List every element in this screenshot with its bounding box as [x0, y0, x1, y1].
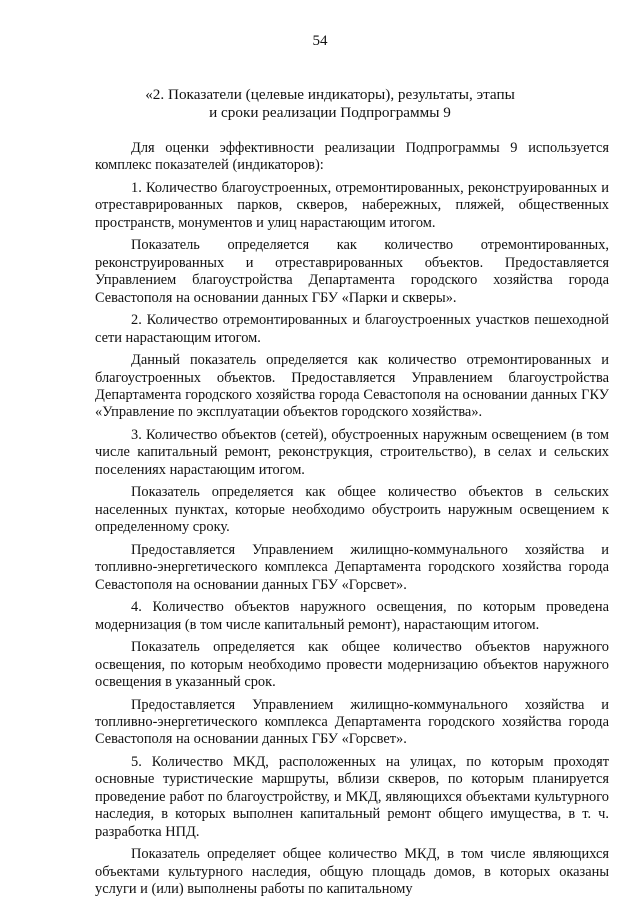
paragraph-indicator-4-description: Показатель определяется как общее количество объектов наружного освещения, по которым необходимо провести модернизацию объектов наружного освещения в указанный срок. [95, 639, 609, 691]
body-text [95, 140, 609, 899]
section-heading-line-2: и сроки реализации Подпрограммы 9 [209, 104, 451, 121]
paragraph-indicator-2: 2. Количество отремонтированных и благоустроенных участков пешеходной сети нарастающим итогом. [95, 312, 609, 346]
paragraph-indicator-5: 5. Количество МКД, расположенных на улицах, по которым проходят основные туристические маршруты, вблизи скверов, по которым планируется проведение работ по благоустройству, и МКД, являющихся объектами культурного наследия, в которых выполнен капитальный ремонт общего имущества, в т. ч. разработка НПД. [95, 754, 609, 840]
paragraph-indicator-4: 4. Количество объектов наружного освещения, по которым проведена модернизация (в том числе капитальный ремонт), нарастающим итогом. [95, 599, 609, 633]
paragraph-indicator-1-description: Показатель определяется как количество отремонтированных, реконструированных и отреставрированных объектов. Предоставляется Управлением благоустройства Департамента городского хозяйства города Севастополя на основании данных ГБУ «Парки и скверы». [95, 237, 609, 306]
section-heading [60, 86, 600, 122]
paragraph-indicator-3: 3. Количество объектов (сетей), обустроенных наружным освещением (в том числе капитальный ремонт, реконструкция, строительство), в селах и сельских поселениях нарастающим итогом. [95, 427, 609, 478]
paragraph-indicator-5-description: Показатель определяет общее количество МКД, в том числе являющихся объектами культурного наследия, общую площадь домов, в которых оказаны услуги и (или) выполнены работы по капитальному [95, 846, 609, 898]
paragraph-indicator-4-source: Предоставляется Управлением жилищно-коммунального хозяйства и топливно-энергетического комплекса Департамента городского хозяйства города Севастополя на основании данных ГБУ «Горсвет». [95, 696, 609, 748]
section-heading-line-1: «2. Показатели (целевые индикаторы), результаты, этапы [145, 86, 515, 103]
paragraph-indicator-3-source: Предоставляется Управлением жилищно-коммунального хозяйства и топливно-энергетического комплекса Департамента городского хозяйства города Севастополя на основании данных ГБУ «Горсвет». [95, 541, 609, 593]
paragraph-indicator-1: 1. Количество благоустроенных, отремонтированных, реконструированных и отреставрированных парков, скверов, набережных, пляжей, общественных пространств, монументов и улиц нарастающим итогом. [95, 180, 609, 231]
paragraph-intro: Для оценки эффективности реализации Подпрограммы 9 используется комплекс показателей (индикаторов): [95, 140, 609, 174]
page-number: 54 [312, 33, 328, 49]
paragraph-indicator-3-description: Показатель определяется как общее количество объектов в сельских населенных пунктах, которые необходимо обустроить наружным освещением к определенному сроку. [95, 484, 609, 536]
paragraph-indicator-2-description: Данный показатель определяется как количество отремонтированных и благоустроенных объектов. Предоставляется Управлением благоустройства Департамента городского хозяйства города Севастополя на основании данных ГКУ «Управление по эксплуатации объектов городского хозяйства». [95, 352, 609, 421]
